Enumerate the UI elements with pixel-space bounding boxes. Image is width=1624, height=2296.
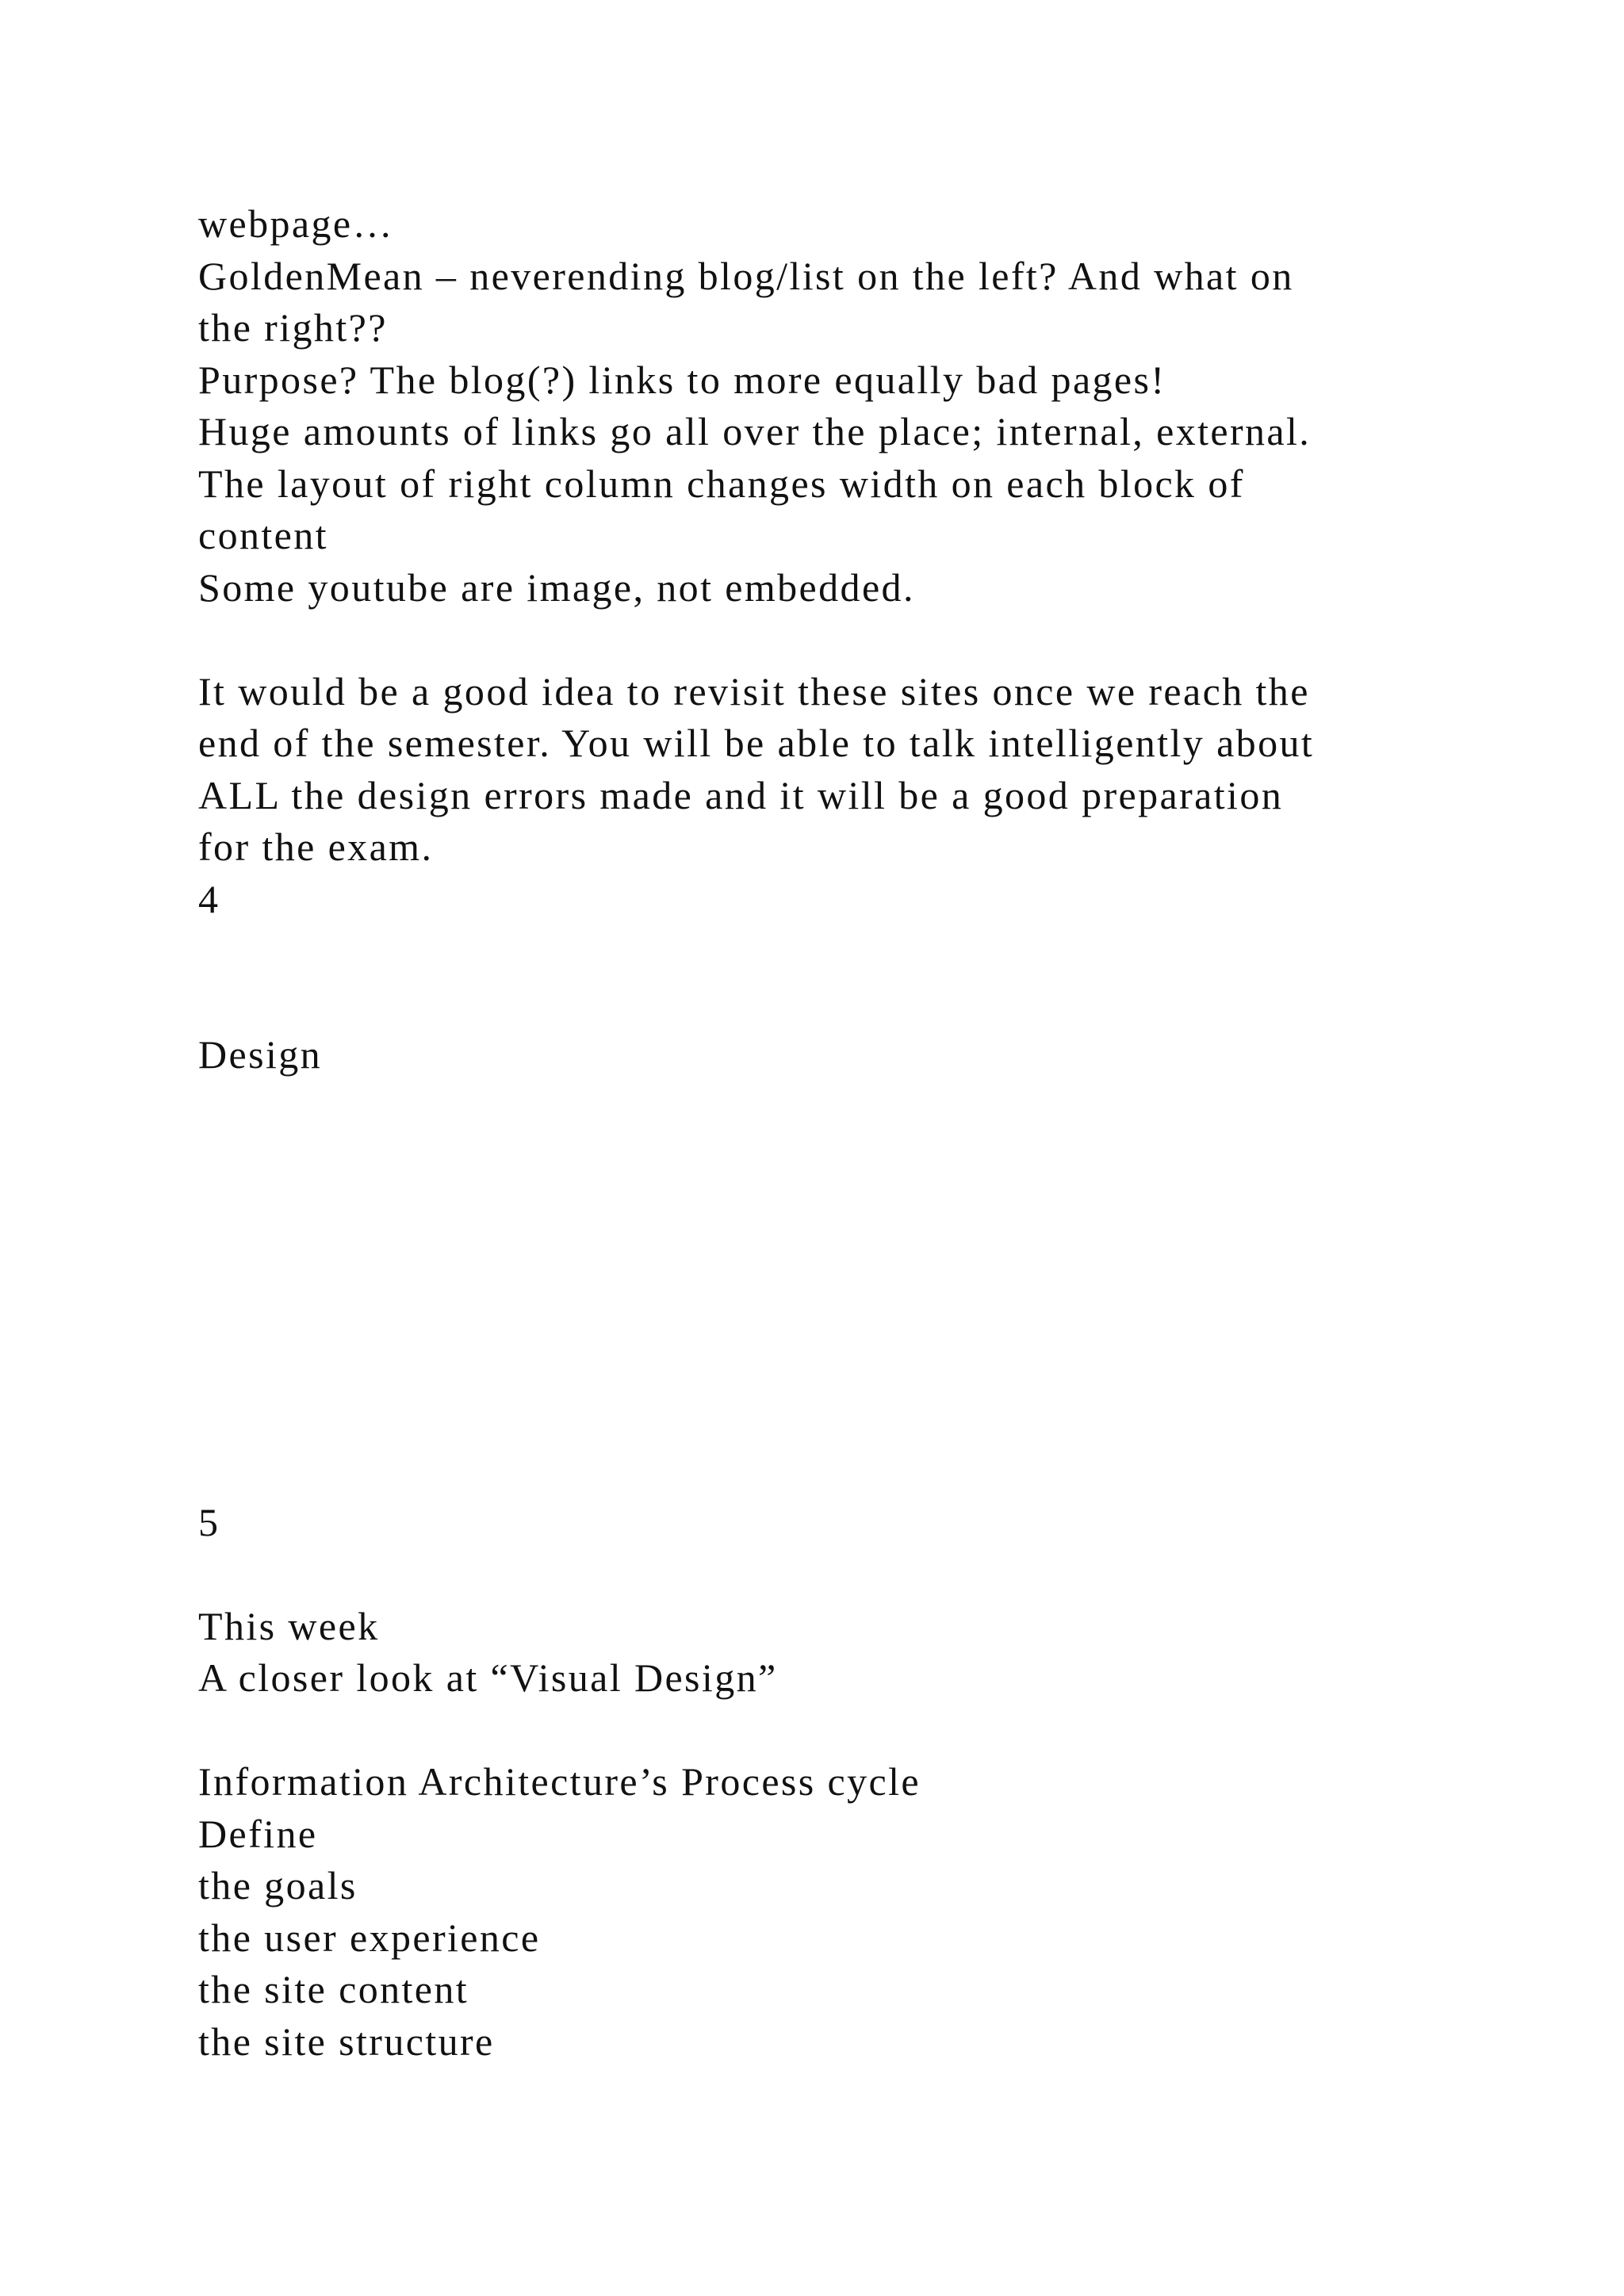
text-line: Some youtube are image, not embedded. xyxy=(198,564,915,610)
blank-line xyxy=(198,978,1507,1030)
page-number-5: 5 xyxy=(198,1499,220,1544)
text-line: GoldenMean – neverending blog/list on the left? And what on xyxy=(198,253,1294,298)
blank-line xyxy=(198,614,1507,666)
blank-line xyxy=(198,1081,1507,1134)
text-line: for the exam. xyxy=(198,825,434,869)
blank-line xyxy=(198,1133,1507,1185)
text-line: A closer look at “Visual Design” xyxy=(198,1655,778,1700)
blank-line xyxy=(198,1548,1507,1601)
blank-line xyxy=(198,1237,1507,1289)
text-line: Information Architecture’s Process cycle xyxy=(198,1759,921,1804)
blank-line xyxy=(198,1185,1507,1238)
text-line: end of the semester. You will be able to talk intelligently about xyxy=(198,721,1315,765)
blank-line xyxy=(198,1445,1507,1497)
text-line: the goals xyxy=(198,1863,358,1908)
text-line: Purpose? The blog(?) links to more equally bad pages! xyxy=(198,357,1166,402)
blank-line xyxy=(198,925,1507,978)
blank-line xyxy=(198,1289,1507,1341)
text-line: The layout of right column changes width on each block of xyxy=(198,461,1245,506)
blank-line xyxy=(198,1341,1507,1393)
section-heading-design: Design xyxy=(198,1032,323,1077)
text-line: content xyxy=(198,513,328,557)
page-number-4: 4 xyxy=(198,876,220,921)
document-text xyxy=(198,198,1507,2068)
blank-line xyxy=(198,1393,1507,1445)
text-line: Huge amounts of links go all over the place; internal, external. xyxy=(198,409,1312,453)
text-line: webpage… xyxy=(198,201,394,246)
text-line: It would be a good idea to revisit these sites once we reach the xyxy=(198,668,1310,714)
text-line: the site structure xyxy=(198,2019,495,2064)
text-line: Define xyxy=(198,1811,318,1856)
text-line: ALL the design errors made and it will be a good preparation xyxy=(198,772,1284,817)
text-line: the user experience xyxy=(198,1915,541,1960)
section-heading-this-week: This week xyxy=(198,1603,380,1648)
text-line: the right?? xyxy=(198,305,388,350)
text-line: the site content xyxy=(198,1967,469,2011)
blank-line xyxy=(198,1705,1507,1757)
